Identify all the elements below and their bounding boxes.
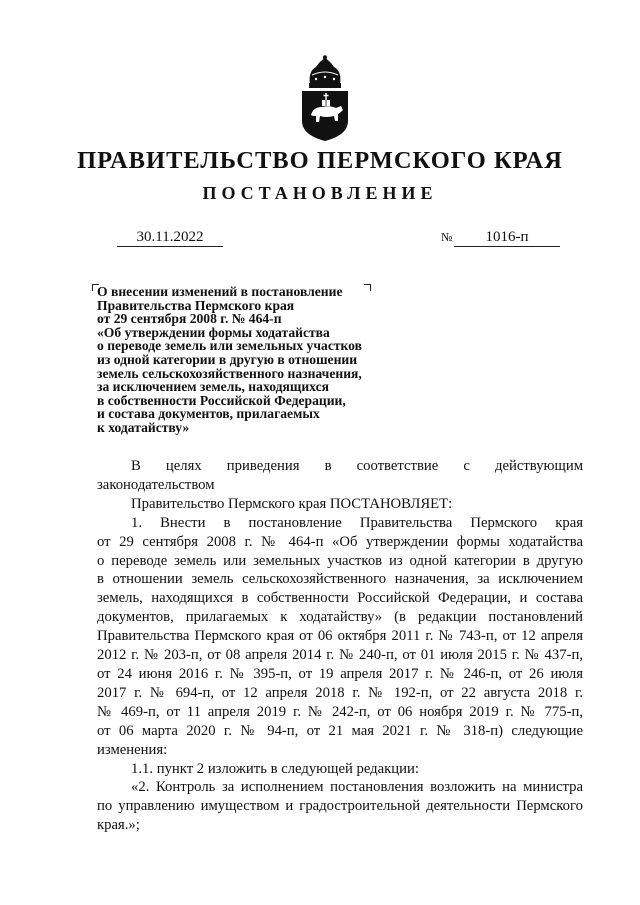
document-date: 30.11.2022 bbox=[117, 228, 223, 247]
body-line: от 06 марта 2020 г. № 94-п, от 21 мая 2021 г. № 318-п) следующие bbox=[97, 722, 583, 739]
body-line: 2012 г. № 203-п, от 08 апреля 2014 г. № 240-п, от 01 июля 2015 г. № 437-п, bbox=[97, 647, 583, 664]
body-line: «2. Контроль за исполнением постановления возложить на министра bbox=[131, 779, 583, 796]
document-subject bbox=[97, 285, 387, 435]
number-sign: № bbox=[441, 230, 453, 244]
subject-line: и состава документов, прилагаемых bbox=[97, 406, 320, 422]
body-line: в отношении земель сельскохозяйственного назначения, за исключением bbox=[97, 571, 583, 588]
body-line: 1.1. пункт 2 изложить в следующей редакции: bbox=[131, 760, 419, 777]
subject-line: Правительства Пермского края bbox=[97, 297, 295, 313]
body-line: Правительства Пермского края от 06 октября 2011 г. № 743-п, от 12 апреля bbox=[97, 628, 583, 645]
document-number: 1016-п bbox=[454, 228, 560, 247]
subject-line: о переводе земель или земельных участков bbox=[97, 338, 362, 354]
shield-icon bbox=[302, 91, 348, 141]
document-type-heading: ПОСТАНОВЛЕНИЕ bbox=[202, 183, 438, 203]
body-line: по управлению имуществом и градостроительной деятельности Пермского bbox=[97, 798, 583, 815]
document-body bbox=[97, 457, 583, 835]
body-line: Правительство Пермского края ПОСТАНОВЛЯЕТ: bbox=[131, 495, 453, 512]
body-line: земель, находящихся в собственности Российской Федерации, и состава bbox=[97, 590, 583, 607]
subject-line: в собственности Российской Федерации, bbox=[97, 392, 346, 408]
body-line: от 29 сентября 2008 г. № 464-п «Об утверждении формы ходатайства bbox=[97, 533, 583, 550]
subject-line: земель сельскохозяйственного назначения, bbox=[97, 365, 362, 381]
body-line: документов, прилагаемых к ходатайству» (в редакции постановлений bbox=[97, 609, 583, 626]
body-line: о переводе земель или земельных участков из одной категории в другую bbox=[97, 552, 583, 569]
body-line: от 24 июня 2016 г. № 395-п, от 19 апреля 2017 г. № 246-п, от 26 июля bbox=[97, 665, 583, 682]
subject-line: к ходатайству» bbox=[97, 419, 190, 435]
crown-icon bbox=[309, 55, 341, 88]
body-line: 2017 г. № 694-п, от 12 апреля 2018 г. № 192-п, от 22 августа 2018 г. bbox=[97, 684, 583, 701]
body-line: изменения: bbox=[97, 741, 168, 758]
subject-line: О внесении изменений в постановление bbox=[97, 284, 343, 299]
government-title: ПРАВИТЕЛЬСТВО ПЕРМСКОГО КРАЯ bbox=[77, 147, 563, 174]
subject-line: от 29 сентября 2008 г. № 464-п bbox=[97, 311, 282, 327]
body-line: 1. Внести в постановление Правительства Пермского края bbox=[131, 514, 583, 531]
body-line: законодательством bbox=[97, 476, 215, 493]
body-line: № 469-п, от 11 апреля 2019 г. № 242-п, от 06 ноября 2019 г. № 775-п, bbox=[97, 703, 583, 720]
coat-of-arms-emblem bbox=[296, 55, 354, 143]
subject-line: из одной категории в другую в отношении bbox=[97, 351, 358, 367]
subject-line: «Об утверждении формы ходатайства bbox=[97, 324, 330, 340]
subject-line: за исключением земель, находящихся bbox=[97, 379, 329, 395]
body-line: края.»; bbox=[97, 817, 140, 834]
body-line: В целях приведения в соответствие с действующим bbox=[131, 458, 583, 474]
